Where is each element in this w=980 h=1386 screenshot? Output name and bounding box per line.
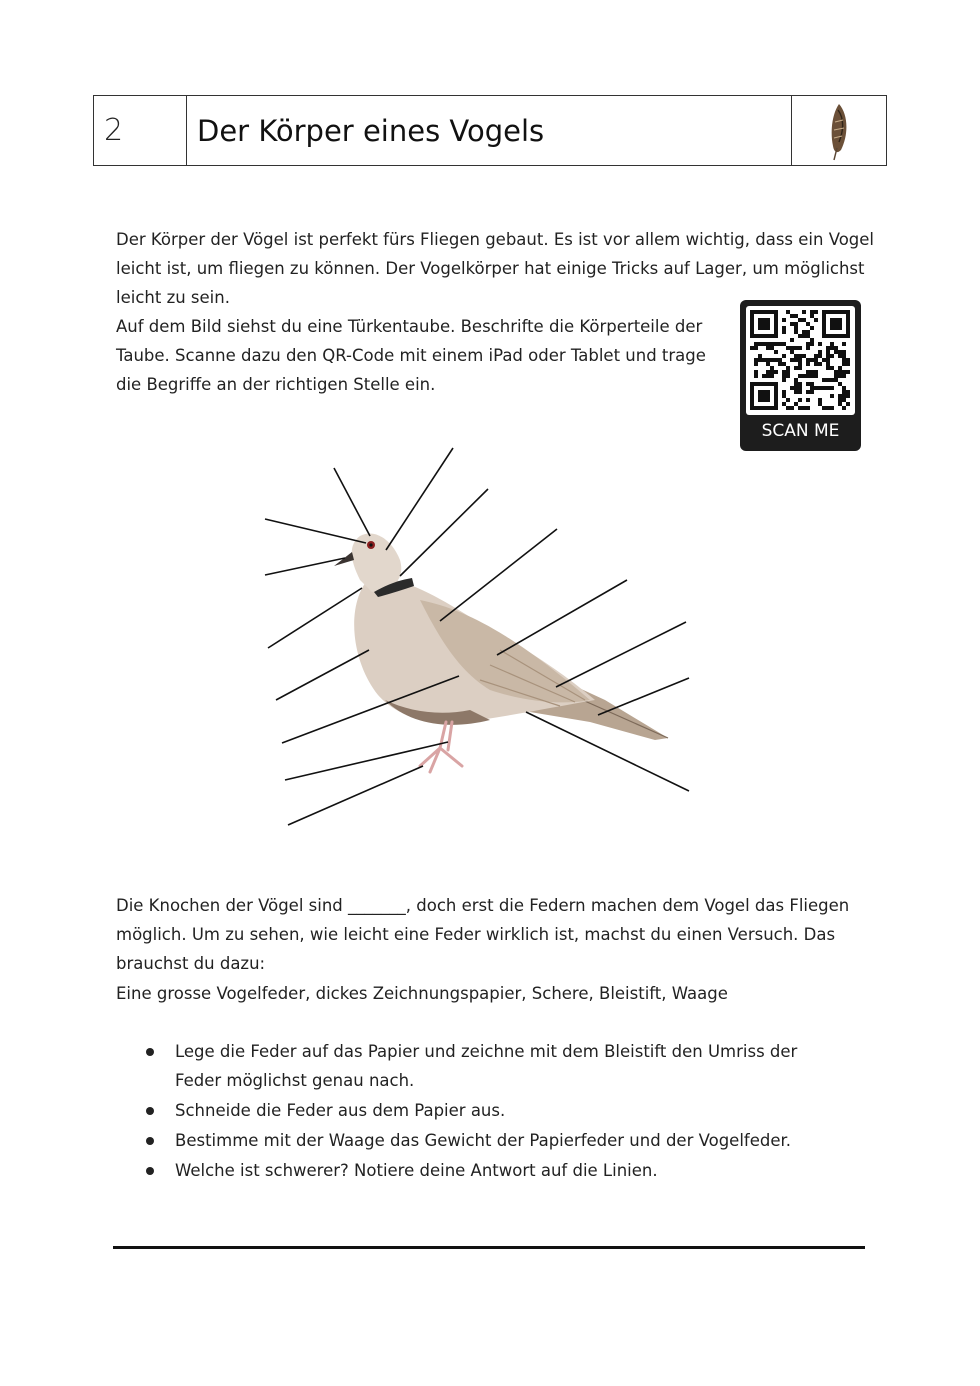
label-line xyxy=(288,766,423,825)
qr-code[interactable] xyxy=(740,300,861,451)
label-line xyxy=(265,558,345,575)
page-title: Der Körper eines Vogels xyxy=(187,96,792,165)
label-line xyxy=(598,678,689,715)
bullet-icon xyxy=(146,1167,154,1175)
materials-list: Eine grosse Vogelfeder, dickes Zeichnungspapier, Schere, Bleistift, Waage xyxy=(116,984,728,1003)
label-line xyxy=(334,468,370,536)
step-text: Lege die Feder auf das Papier und zeichne mit dem Bleistift den Umriss der Feder möglichst genau nach. xyxy=(175,1042,798,1090)
qr-caption: SCAN ME xyxy=(761,421,840,441)
worksheet-header xyxy=(93,95,887,166)
label-line xyxy=(526,712,689,791)
label-line xyxy=(497,580,627,655)
bones-paragraph: Die Knochen der Vögel sind _______, doch erst die Federn machen dem Vogel das Fliegen möglich. Um zu sehen, wie leicht eine Feder wirklich ist, machst du einen Versuch. Das brauchst du dazu: xyxy=(116,896,850,973)
step-text: Schneide die Feder aus dem Papier aus. xyxy=(175,1101,506,1120)
intro-paragraph: Der Körper der Vögel ist perfekt fürs Fliegen gebaut. Es ist vor allem wichtig, dass ein Vogel leicht ist, um fliegen zu können. Der Vogelkörper hat einige Tricks auf Lager, um möglichst leicht zu sein. xyxy=(116,230,875,307)
turtle-dove-icon xyxy=(334,533,668,772)
label-line xyxy=(285,742,448,780)
answer-line[interactable] xyxy=(113,1246,865,1249)
bullet-icon xyxy=(146,1107,154,1115)
label-lines xyxy=(265,448,689,825)
label-line xyxy=(386,448,453,550)
label-line xyxy=(400,489,488,576)
list-item xyxy=(146,1156,846,1185)
worksheet-number: 2 xyxy=(94,96,187,165)
step-text: Bestimme mit der Waage das Gewicht der Papierfeder und der Vogelfeder. xyxy=(175,1131,792,1150)
label-line xyxy=(268,588,362,648)
experiment-steps xyxy=(146,1037,846,1186)
label-line xyxy=(440,529,557,621)
list-item xyxy=(146,1126,846,1155)
qr-code-icon xyxy=(746,306,855,415)
bullet-icon xyxy=(146,1137,154,1145)
list-item xyxy=(146,1096,846,1125)
bullet-icon xyxy=(146,1048,154,1056)
label-line xyxy=(265,519,366,543)
list-item xyxy=(146,1037,846,1095)
step-text: Welche ist schwerer? Notiere deine Antwort auf die Linien. xyxy=(175,1161,658,1180)
instruction-paragraph: Auf dem Bild siehst du eine Türkentaube. Beschrifte die Körperteile der Taube. Scanne dazu den QR-Code mit einem iPad oder Tablet und trage die Begriffe an der richtigen Stelle ein. xyxy=(116,317,706,394)
label-line xyxy=(556,622,686,687)
label-line xyxy=(276,650,369,700)
feather-icon xyxy=(792,96,886,165)
label-line xyxy=(282,676,459,743)
